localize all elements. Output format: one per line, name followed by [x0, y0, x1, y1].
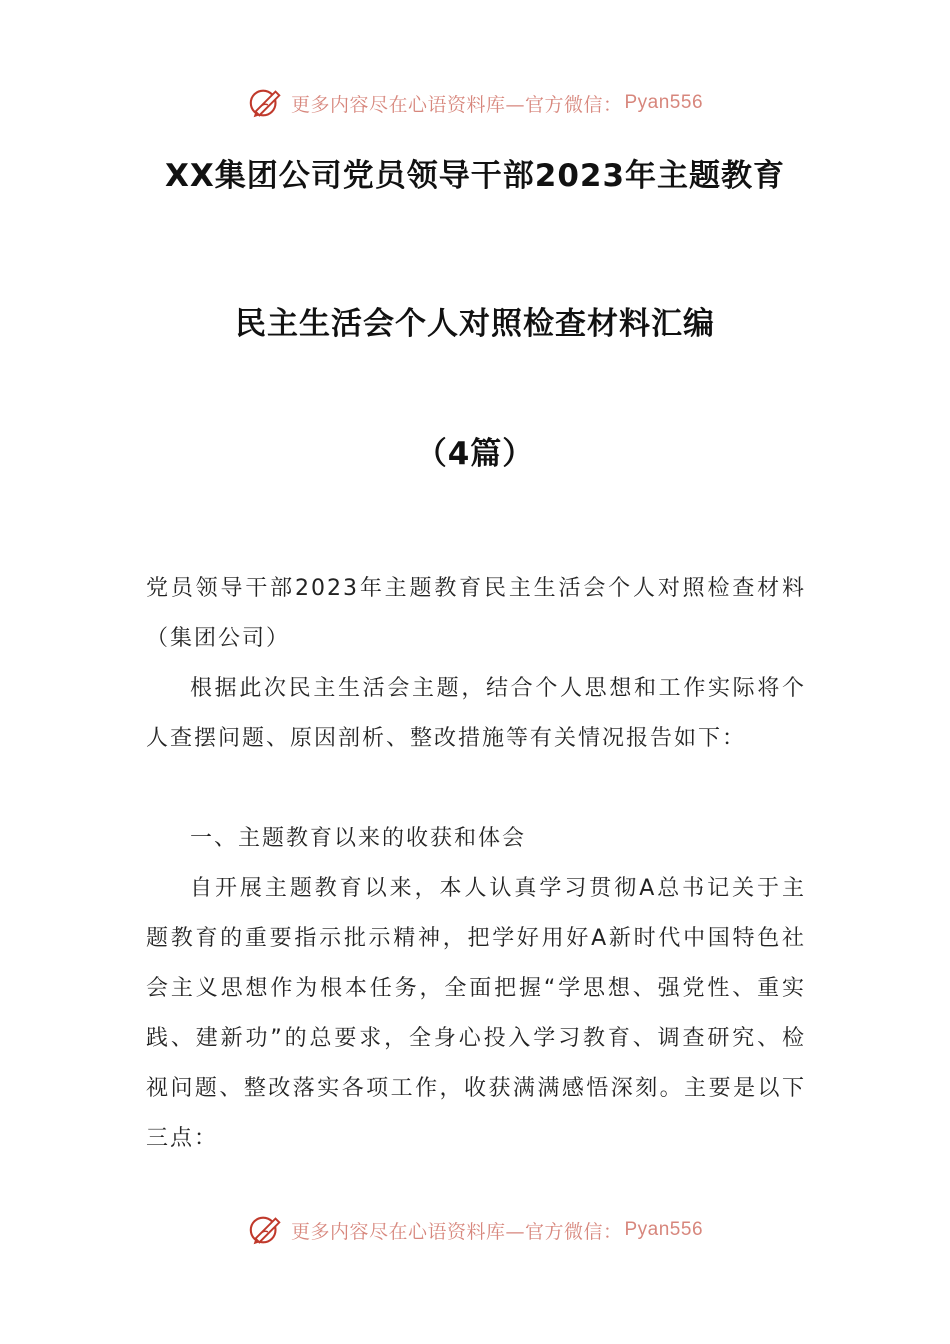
document-title-line-2: 民主生活会个人对照检查材料汇编	[235, 306, 715, 342]
document-title-count: （4篇）	[415, 436, 535, 472]
watermark-header	[0, 83, 950, 123]
article-heading: 党员领导干部2023年主题教育民主生活会个人对照检查材料（集团公司）	[146, 576, 806, 651]
section-title: 一、主题教育以来的收获和体会	[190, 826, 527, 851]
watermark-text: 更多内容尽在心语资料库—官方微信：	[290, 93, 623, 116]
watermark-wechat-id: Pyan556	[624, 92, 704, 113]
watermark-wechat-id: Pyan556	[624, 1219, 704, 1240]
intro-paragraph: 根据此次民主生活会主题，结合个人思想和工作实际将个人查摆问题、原因剖析、整改措施等有关情况报告如下：	[146, 676, 806, 751]
pen-logo-icon	[247, 84, 285, 122]
watermark-text: 更多内容尽在心语资料库—官方微信：	[290, 1220, 623, 1243]
document-title-line-1: XX集团公司党员领导干部2023年主题教育	[164, 158, 786, 194]
section-body-paragraph: 自开展主题教育以来，本人认真学习贯彻A总书记关于主题教育的重要指示批示精神，把学好用好A新时代中国特色社会主义思想作为根本任务，全面把握“学思想、强党性、重实践、建新功”的总要求，全身心投入学习教育、调查研究、检视问题、整改落实各项工作，收获满满感悟深刻。主要是以下三点：	[146, 876, 806, 1151]
pen-logo-icon	[247, 1211, 285, 1249]
watermark-footer	[0, 1210, 950, 1250]
